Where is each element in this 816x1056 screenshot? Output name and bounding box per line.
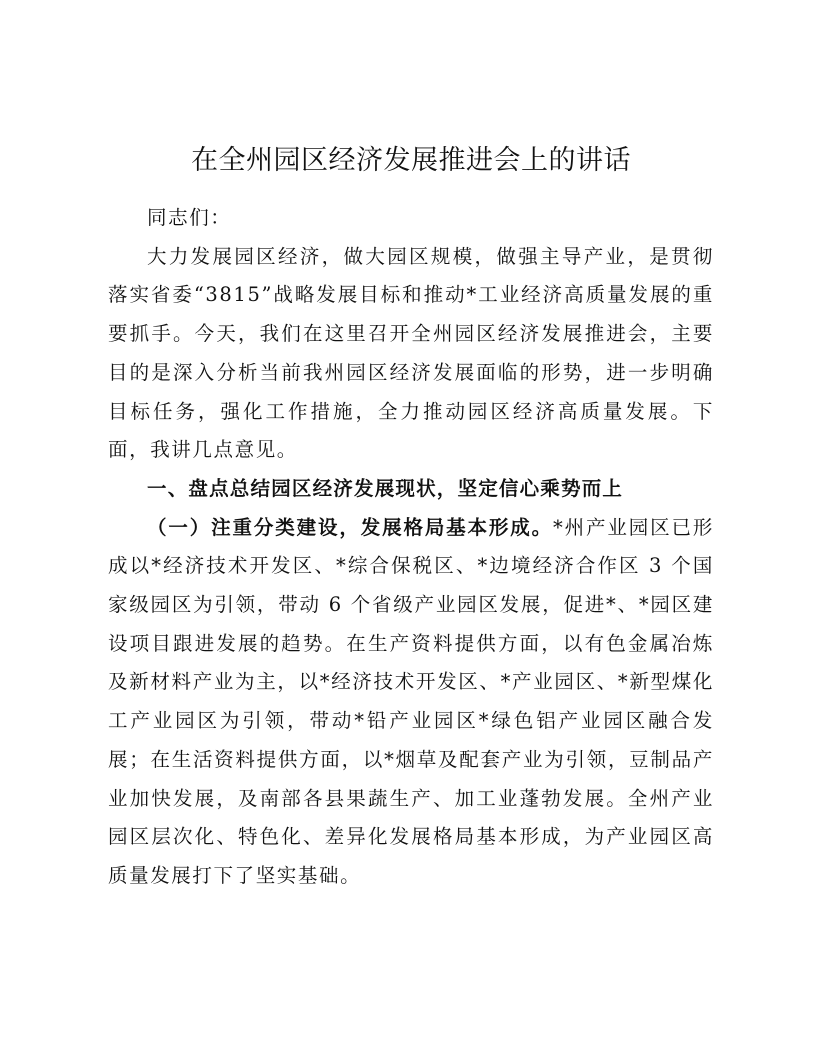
document-body: [108, 199, 714, 896]
salutation: 同志们：: [147, 206, 232, 229]
subsection-lead: （一）注重分类建设，发展格局基本形成。: [147, 515, 554, 539]
subsection-text: *州产业园区已形成以*经济技术开发区、*综合保税区、*边境经济合作区 3 个国家级园区为引领，带动 6 个省级产业园区发展，促进*、*园区建设项目跟进发展的趋势。在生产资料提供方面，以有色金属冶炼及新材料产业为主，以*经济技术开发区、*产业园区、*新型煤化工产业园区为引领，带动*铅产业园区*绿色铝产业园区融合发展；在生活资料提供方面，以*烟草及配套产业为引领，豆制品产业加快发展，及南部各县果蔬生产、加工业蓬勃发展。全州产业园区层次化、特色化、差异化发展格局基本形成，为产业园区高质量发展打下了坚实基础。: [108, 515, 714, 887]
document-page: [108, 0, 714, 1056]
document-title: 在全州园区经济发展推进会上的讲话: [191, 145, 631, 176]
intro-paragraph: 大力发展园区经济，做大园区规模，做强主导产业，是贯彻落实省委“3815”战略发展目标和推动*工业经济高质量发展的重要抓手。今天，我们在这里召开全州园区经济发展推进会，主要目的是深入分析当前我州园区经济发展面临的形势，进一步明确目标任务，强化工作措施，全力推动园区经济高质量发展。下面，我讲几点意见。: [108, 244, 714, 462]
section-paragraph: [108, 509, 714, 896]
section-heading: 一、盘点总结园区经济发展现状，坚定信心乘势而上: [147, 476, 624, 500]
